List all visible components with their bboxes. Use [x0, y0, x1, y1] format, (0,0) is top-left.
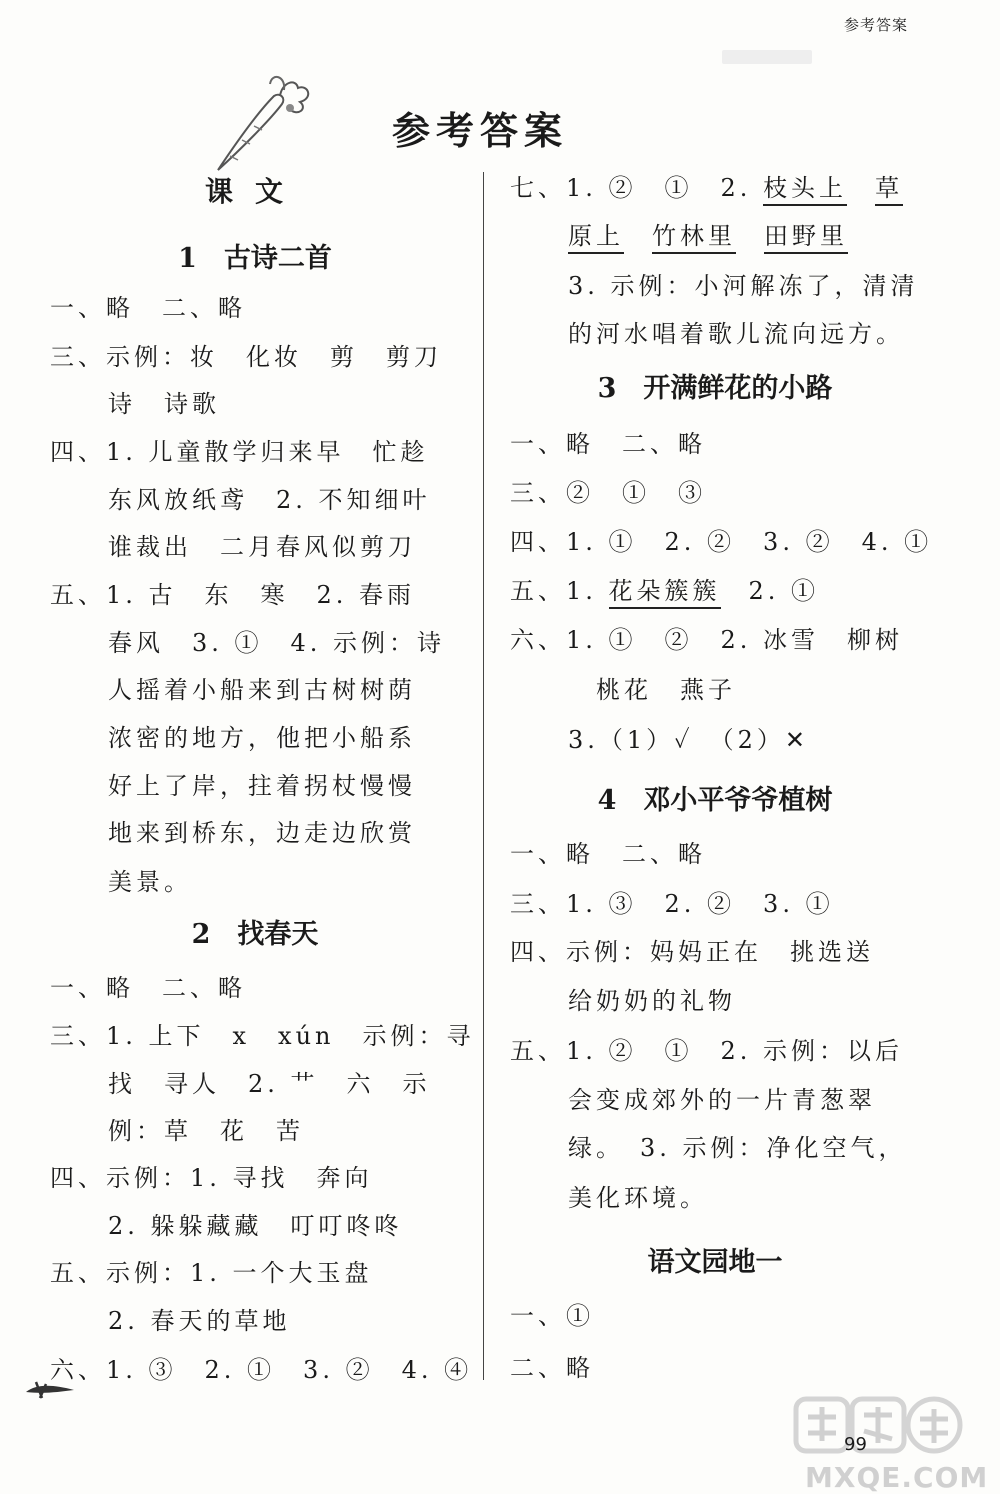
answer-line: 人摇着小船来到古树树荫 — [108, 676, 416, 704]
answer-line: 四、1. 儿童散学归来早 忙趁 — [50, 438, 429, 466]
answer-text: 五、1. — [510, 577, 609, 605]
answer-line: 给奶奶的礼物 — [568, 987, 736, 1015]
answer-text: 2. ① — [720, 577, 820, 605]
lesson-2-title: 2 找春天 — [191, 919, 319, 950]
answer-line: 美化环境。 — [568, 1184, 708, 1212]
answer-line: 的河水唱着歌儿流向远方。 — [568, 320, 904, 348]
underlined-answer: 枝头上 — [763, 174, 847, 206]
answer-line: 浓密的地方，他把小船系 — [108, 724, 416, 752]
header-label: 参考答案 — [843, 16, 908, 34]
answer-line: 美景。 — [108, 868, 192, 896]
answer-line: 东风放纸鸢 2. 不知细叶 — [108, 486, 431, 514]
answer-line: 例：草 花 苦 — [108, 1117, 304, 1145]
answer-line: 六、1. ① ② 2. 冰雪 柳树 — [510, 626, 904, 654]
answer-line: 绿。 3. 示例：净化空气， — [568, 1134, 907, 1162]
underlined-answer: 田野里 — [764, 222, 848, 254]
lesson-1-title: 1 古诗二首 — [178, 243, 332, 274]
answer-line — [568, 216, 848, 251]
watermark-text: MXQE.COM — [805, 1461, 989, 1494]
answer-line: 五、示例：1. 一个大玉盘 — [50, 1259, 373, 1287]
answer-line: 四、示例：1. 寻找 奔向 — [50, 1164, 373, 1192]
answer-line: 诗 诗歌 — [108, 390, 220, 418]
answer-line: 一、略 二、略 — [510, 430, 706, 458]
answer-line: 2. 躲躲藏藏 叮叮咚咚 — [108, 1212, 403, 1240]
lesson-3-title: 3 开满鲜花的小路 — [597, 373, 833, 404]
underlined-answer: 花朵簇簇 — [609, 577, 721, 609]
column-divider — [483, 172, 484, 1380]
answer-line: 五、1. 古 东 寒 2. 春雨 — [50, 581, 416, 609]
answer-text: 七、1. ② ① 2. — [510, 174, 764, 202]
answer-line: 二、略 — [510, 1354, 594, 1382]
answer-line — [510, 571, 819, 606]
answer-line: 四、1. ① 2. ② 3. ② 4. ① — [510, 528, 933, 556]
answer-line: 一、略 二、略 — [510, 840, 706, 868]
answer-line: 好上了岸，拄着拐杖慢慢 — [108, 772, 416, 800]
answer-line: 三、1. ③ 2. ② 3. ① — [510, 890, 834, 918]
answer-line: 找 寻人 2. 艹 六 示 — [108, 1070, 431, 1098]
page-title: 参考答案 — [391, 108, 568, 153]
lesson-4-title: 4 邓小平爷爷植树 — [597, 785, 833, 816]
answer-line: 地来到桥东，边走边欣赏 — [108, 819, 416, 847]
header-bar — [722, 50, 812, 64]
answer-line — [510, 168, 903, 203]
answer-line: 谁裁出 二月春风似剪刀 — [108, 533, 416, 561]
answer-line: 三、示例：妆 化妆 剪 剪刀 — [50, 343, 442, 371]
underlined-answer: 竹林里 — [652, 222, 736, 254]
answer-line: 3.（1）✓ （2）✕ — [568, 726, 810, 754]
answer-line: 一、略 二、略 — [50, 294, 246, 322]
answer-line: 一、① — [510, 1302, 594, 1330]
answer-line: 一、略 二、略 — [50, 974, 246, 1002]
yuwen-yuandi-title: 语文园地一 — [647, 1247, 783, 1278]
section-heading: 课文 — [204, 175, 305, 208]
answer-line: 五、1. ② ① 2. 示例：以后 — [510, 1037, 904, 1065]
answer-line: 会变成郊外的一片青葱翠 — [568, 1086, 876, 1114]
answer-line: 3. 示例：小河解冻了，清清 — [568, 272, 919, 300]
answer-line: 春风 3. ① 4. 示例：诗 — [108, 629, 446, 657]
underlined-answer: 草 — [875, 174, 903, 206]
publisher-logo-icon — [22, 1378, 78, 1402]
answer-line: 三、② ① ③ — [510, 479, 706, 507]
answer-line: 四、示例：妈妈正在 挑选送 — [510, 938, 874, 966]
answer-line: 桃花 燕子 — [596, 676, 736, 704]
answer-line: 2. 春天的草地 — [108, 1307, 291, 1335]
answer-line: 三、1. 上下 x xún 示例：寻 — [50, 1022, 475, 1050]
answer-line: 六、1. ③ 2. ① 3. ② 4. ④ — [50, 1356, 473, 1384]
page-number: 99 — [844, 1434, 867, 1455]
underlined-answer: 原上 — [568, 222, 624, 254]
